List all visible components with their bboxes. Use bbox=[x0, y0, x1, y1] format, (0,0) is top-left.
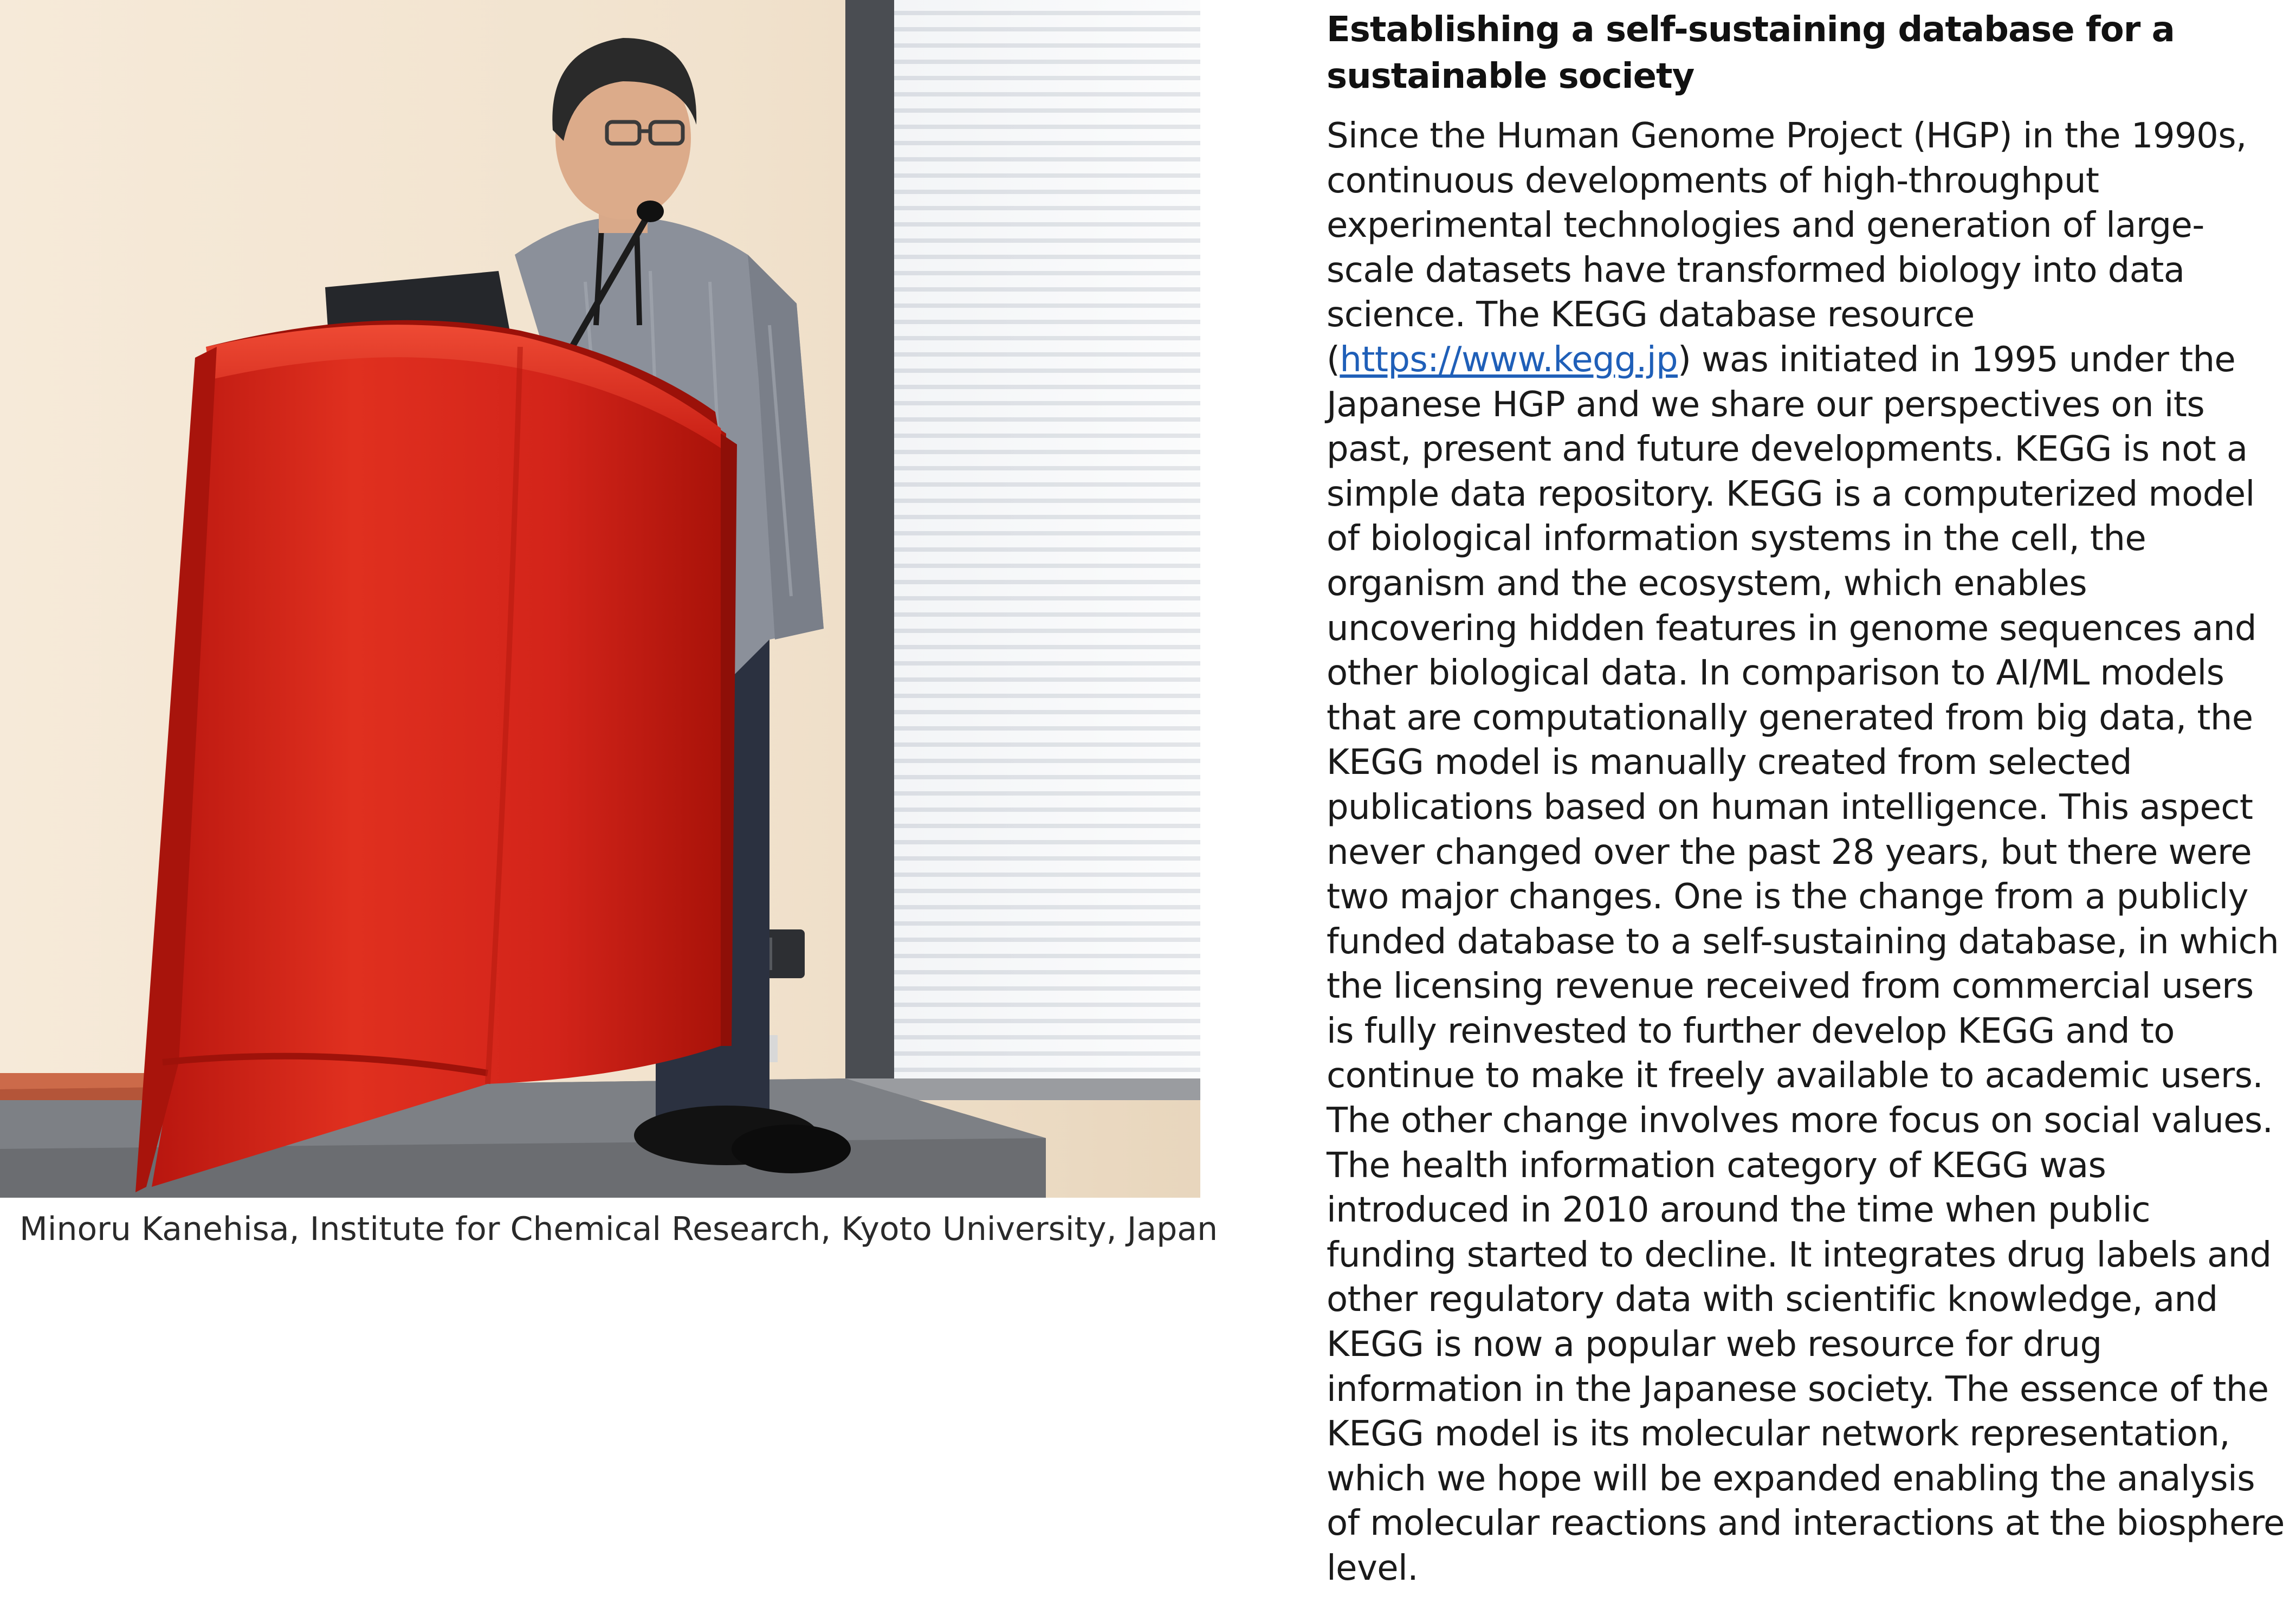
article-text-part-2: ) was initiated in 1995 under the Japanese HGP and we share our perspectives on its past, present and future developments. KEGG is not a simple data repository. KEGG is a computerized model of biological information systems in the cell, the organism and the ecosystem, which enables uncovering hidden features in genome sequences and other biological data. In comparison to AI/ML models that are computationally generated from big data, the KEGG model is manually created from selected publications based on human intelligence. This aspect never changed over the past 28 years, but there were two major changes. One is the change from a publicly funded database to a self-sustaining database, in which the licensing revenue received from commercial users is fully reinvested to further develop KEGG and to continue to make it freely available to academic users. The other change involves more focus on social values. The health information category of KEGG was introduced in 2010 around the time when public funding started to decline. It integrates drug labels and other regulatory data with scientific knowledge, and KEGG is now a popular web resource for drug information in the Japanese society. The essence of the KEGG model is its molecular network representation, which we hope will be expanded enabling the analysis of molecular reactions and interactions at the biosphere level. bbox=[1327, 339, 2285, 1588]
photo-caption: Minoru Kanehisa, Institute for Chemical Research, Kyoto University, Japan bbox=[20, 1210, 1218, 1248]
article bbox=[1327, 7, 2286, 1591]
kegg-link[interactable]: https://www.kegg.jp bbox=[1340, 339, 1678, 380]
speaker-photo bbox=[0, 0, 1200, 1198]
red-podium bbox=[135, 320, 726, 1192]
article-body bbox=[1327, 114, 2286, 1591]
article-title: Establishing a self-sustaining database for a sustainable society bbox=[1327, 10, 2175, 96]
speaker-photo-illustration bbox=[0, 0, 1200, 1198]
window-frame bbox=[845, 0, 894, 1078]
article-text-part-1: Since the Human Genome Project (HGP) in the 1990s, continuous developments of high-throughput experimental technologies and generation of large-scale datasets have transformed biology into data science. The KEGG database resource ( bbox=[1327, 116, 2247, 380]
